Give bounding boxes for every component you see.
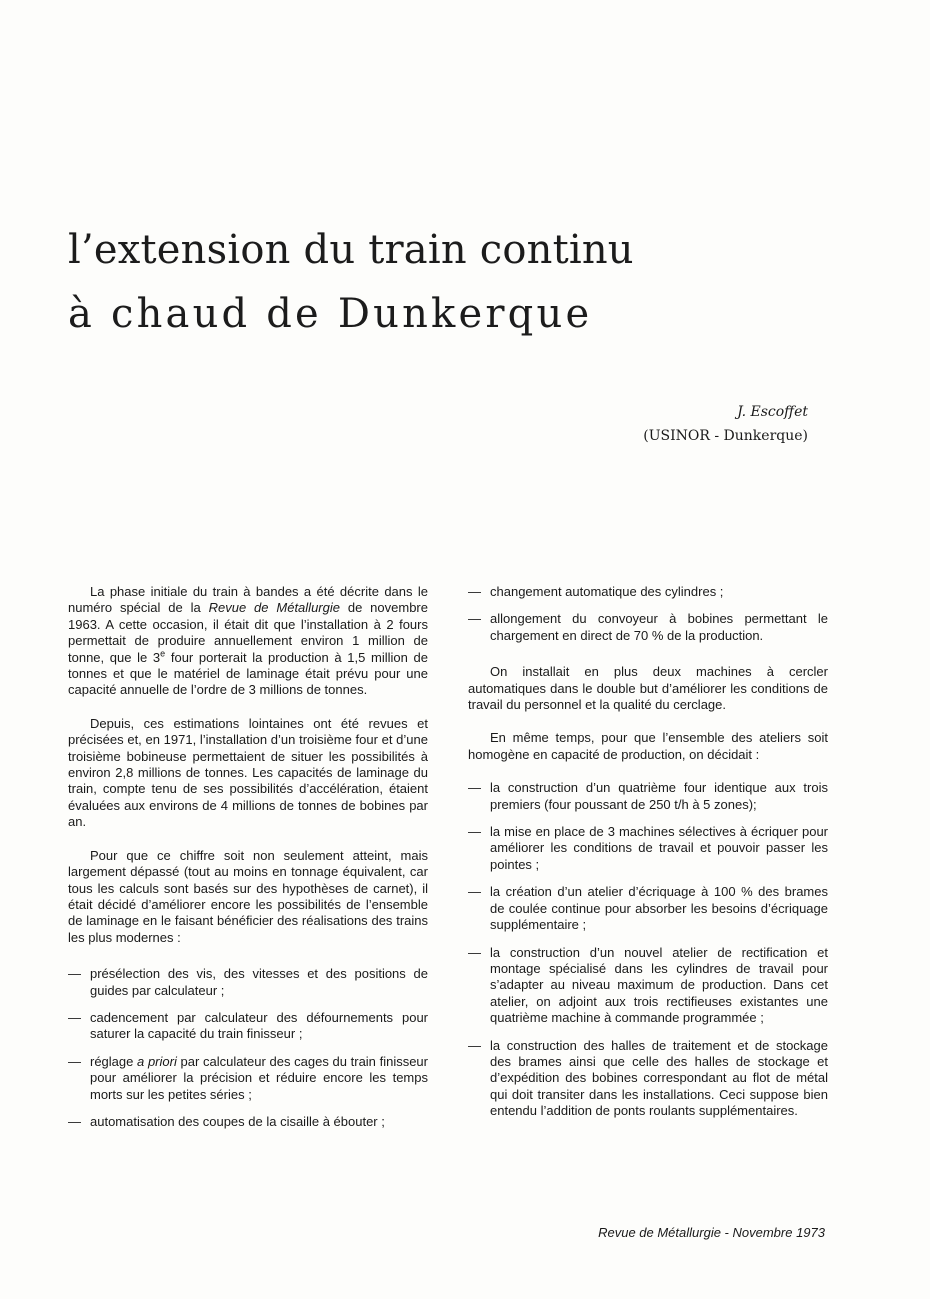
list-item-text: la mise en place de 3 machines sélectives à écriquer pour améliorer les conditions de travail et pouvoir passer les pointes ; (490, 824, 828, 872)
author-block (643, 400, 808, 448)
list-item-text: allongement du convoyeur à bobines permettant le chargement en direct de 70 % de la production. (490, 611, 828, 643)
article-title (68, 225, 788, 339)
title-line-2: à chaud de Dunkerque (68, 291, 593, 337)
list-item-text: la construction d’un nouvel atelier de rectification et montage spécialisé dans les cylindres de travail pour s’adapter au niveau maximum de production. Dans cet atelier, on adjoint aux trois rectifieuses existantes une quatrième machine à commande programmée ; (490, 944, 828, 1026)
list-item (468, 884, 828, 933)
list-item-text: la construction des halles de traitement et de stockage des brames ainsi que celle des halles de stockage et d’expédition des bobines correspondant au flot de métal qui doit transiter dans les installations. Ceci suppose bien entendu l’addition de ponts roulants supplémentaires. (490, 1037, 828, 1119)
dash: — (468, 611, 481, 627)
list-item (68, 966, 428, 999)
text: réglage (90, 1053, 138, 1069)
dash: — (68, 1113, 81, 1129)
paragraph: En même temps, pour que l’ensemble des ateliers soit homogène en capacité de production, on décidait : (468, 730, 828, 762)
dash: — (468, 1037, 481, 1053)
list-item (68, 1054, 428, 1103)
list-item (468, 824, 828, 873)
superscript: e (160, 648, 166, 659)
list-item (468, 945, 828, 1027)
right-column (468, 584, 828, 1131)
list-item (468, 611, 828, 644)
dash: — (468, 824, 481, 840)
text: La phase initiale du train à bandes a été décrite dans le numéro spécial de la (68, 584, 428, 616)
list-item (468, 584, 828, 600)
list-item-text: la construction d’un quatrième four identique aux trois premiers (four poussant de 250 t/h à 5 zones); (490, 780, 828, 812)
journal-name: Revue de Métallurgie (208, 600, 340, 616)
text: four porterait la production à 1,5 million de tonnes et que le matériel de laminage était prévu pour une capacité annuelle de l’ordre de 3 millions de tonnes. (68, 649, 428, 698)
text: par calculateur des cages du train finisseur pour améliorer la précision et réduire encore les temps morts sur les petites séries ; (90, 1053, 428, 1102)
author-name: J. Escoffet (737, 404, 808, 420)
paragraph: On installait en plus deux machines à cercler automatiques dans le double but d’améliorer les conditions de travail du personnel et la qualité du cerclage. (468, 664, 828, 713)
dash: — (468, 884, 481, 900)
dash: — (68, 1009, 81, 1025)
list-item-text: la création d’un atelier d’écriquage à 100 % des brames de coulée continue pour absorber les besoins d’écriquage supplémentaire ; (490, 884, 828, 933)
dash: — (68, 1053, 81, 1069)
paragraph: Pour que ce chiffre soit non seulement atteint, mais largement dépassé (tout au moins en tonnage équivalent, car tous les calculs sont basés sur des hypothèses de carnet), il était décidé d’améliorer encore les possibilités de l’ensemble de laminage en le faisant bénéficier des réalisations des trains les plus modernes : (68, 847, 428, 945)
list-item (68, 1114, 428, 1130)
list-item (468, 780, 828, 813)
list-item-text: cadencement par calculateur des défournements pour saturer la capacité du train finisseur ; (90, 1009, 428, 1042)
text: de novembre 1963. A cette occasion, il était dit que l’installation à 2 fours permettait de produire annuellement environ 1 million de tonne, que le 3 (68, 600, 428, 665)
dash: — (68, 966, 81, 982)
author-affiliation: (USINOR - Dunkerque) (643, 428, 808, 444)
page-footer: Revue de Métallurgie - Novembre 1973 (598, 1225, 825, 1240)
list-item (68, 1010, 428, 1043)
paragraph: Depuis, ces estimations lointaines ont été revues et précisées et, en 1971, l’installation d’un troisième four et d’une troisième bobineuse permettaient de situer les possibilités à environ 2,8 millions de tonnes. Les capacités de laminage du train, compte tenu de ses possibilités d’accélération, étaient évaluées aux environs de 4 millions de tonnes de bobines par an. (68, 715, 428, 830)
dash: — (468, 584, 481, 599)
dash: — (468, 780, 481, 796)
dash: — (468, 944, 481, 960)
paragraph (68, 584, 428, 699)
list-item-text: présélection des vis, des vitesses et des positions de guides par calculateur ; (90, 966, 428, 998)
left-column (68, 584, 428, 1141)
italic-text: a priori (137, 1053, 177, 1069)
list-item-text (90, 1054, 428, 1103)
list-item-text: changement automatique des cylindres ; (490, 584, 724, 599)
title-line-1: l’extension du train continu (68, 227, 634, 273)
list-item (468, 1038, 828, 1120)
list-item-text: automatisation des coupes de la cisaille à ébouter ; (90, 1113, 385, 1129)
